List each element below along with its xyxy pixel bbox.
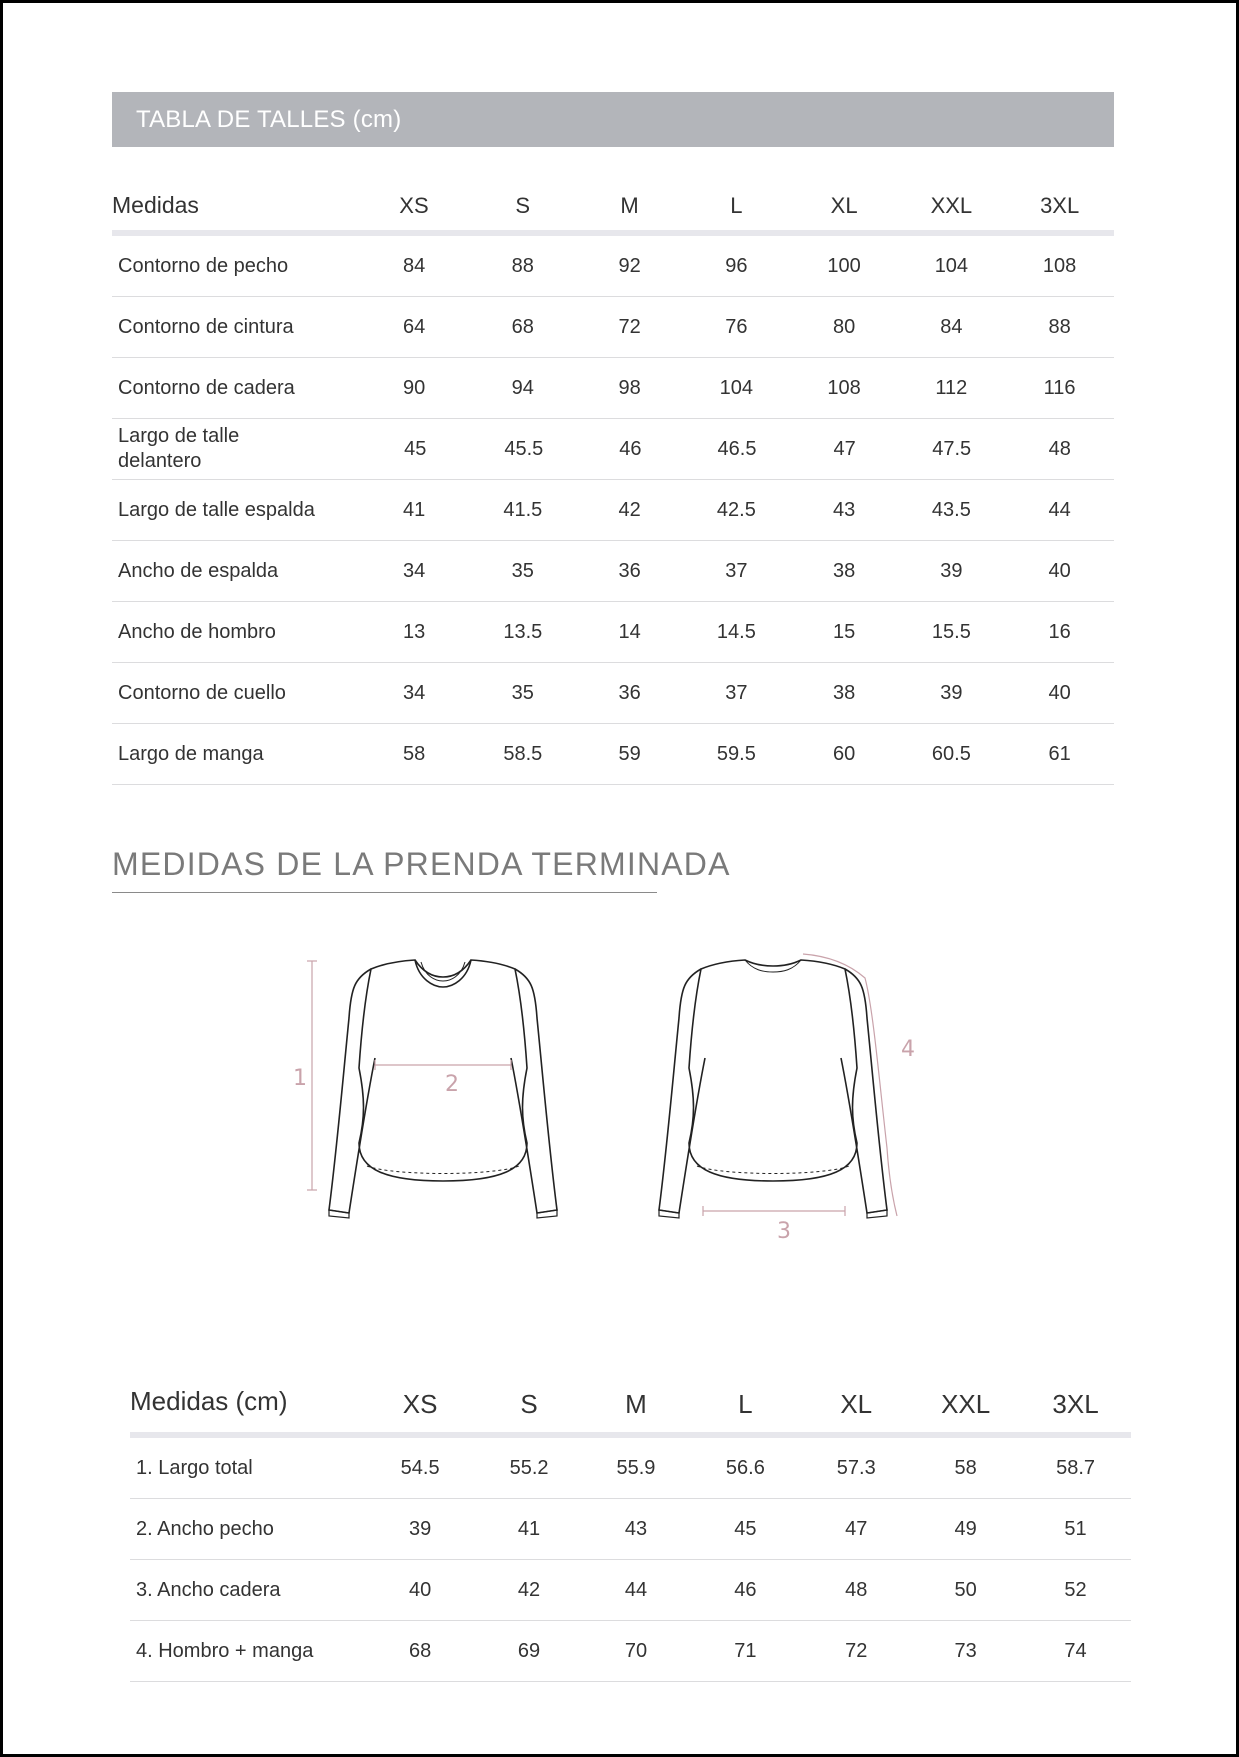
cell: 34 xyxy=(402,559,426,582)
cell: 40 xyxy=(409,1578,432,1601)
front-shirt-icon xyxy=(329,960,557,1218)
header-size-xl: XL xyxy=(830,193,858,218)
garment-drawing xyxy=(283,948,963,1248)
cell: 14 xyxy=(618,620,641,643)
header-size-l: L xyxy=(730,193,743,218)
cell: 49 xyxy=(954,1517,977,1540)
cell: 104 xyxy=(719,376,754,399)
row-label: Ancho de hombro xyxy=(118,620,276,643)
row-label: Largo de talle espalda xyxy=(118,498,315,521)
cell: 60.5 xyxy=(931,742,971,765)
cell: 72 xyxy=(845,1639,868,1662)
cell: 40 xyxy=(1048,681,1071,704)
cell: 46 xyxy=(734,1578,757,1601)
cell: 69 xyxy=(517,1639,541,1662)
table-row xyxy=(112,480,1114,541)
cell: 13 xyxy=(402,620,426,643)
cell: 35 xyxy=(511,559,534,582)
cell: 59.5 xyxy=(716,742,756,765)
cell: 44 xyxy=(624,1578,648,1601)
table-row xyxy=(112,236,1114,297)
cell: 58 xyxy=(954,1456,977,1479)
size-table xyxy=(112,183,1114,785)
cell: 116 xyxy=(1043,376,1076,399)
cell: 98 xyxy=(618,376,641,399)
cell: 47 xyxy=(845,1517,868,1540)
cell: 68 xyxy=(511,315,534,338)
size-table-title: TABLA DE TALLES (cm) xyxy=(112,92,1114,147)
cell: 104 xyxy=(934,254,969,277)
cell: 58 xyxy=(402,742,426,765)
measure-label-3: 3 xyxy=(777,1219,791,1244)
row-label: Largo de manga xyxy=(118,742,264,765)
cell: 58.5 xyxy=(503,742,543,765)
back-measure-lines xyxy=(703,954,897,1216)
table-row xyxy=(112,541,1114,602)
cell: 92 xyxy=(618,254,641,277)
cell: 52 xyxy=(1064,1578,1087,1601)
cell: 59 xyxy=(618,742,641,765)
cell: 54.5 xyxy=(400,1456,440,1479)
cell: 112 xyxy=(935,376,968,399)
cell: 41 xyxy=(402,498,426,521)
cell: 42.5 xyxy=(716,498,756,521)
cell: 47.5 xyxy=(932,437,972,460)
size-table-header xyxy=(112,183,1114,236)
header-label: Medidas (cm) xyxy=(130,1386,288,1416)
header-size-3xl: 3XL xyxy=(1040,193,1080,218)
cell: 43 xyxy=(832,498,856,521)
cell: 35 xyxy=(511,681,534,704)
cell: 42 xyxy=(618,498,641,521)
cell: 74 xyxy=(1064,1639,1087,1662)
cell: 60 xyxy=(832,742,856,765)
row-label: Contorno de cadera xyxy=(118,376,295,399)
cell: 57.3 xyxy=(836,1456,876,1479)
cell: 38 xyxy=(832,559,856,582)
cell: 41.5 xyxy=(503,498,543,521)
header-size-xs: XS xyxy=(402,1389,438,1419)
cell: 71 xyxy=(734,1639,757,1662)
header-size-s: S xyxy=(515,193,531,218)
cell: 55.9 xyxy=(616,1456,656,1479)
cell: 43 xyxy=(624,1517,648,1540)
cell: 108 xyxy=(1042,254,1077,277)
cell: 15.5 xyxy=(931,620,971,643)
measure-label-1: 1 xyxy=(293,1066,307,1091)
finished-garment-title: MEDIDAS DE LA PRENDA TERMINADA xyxy=(112,846,731,882)
measure-label-2: 2 xyxy=(445,1072,459,1097)
cell: 14.5 xyxy=(716,620,756,643)
cell: 39 xyxy=(409,1517,432,1540)
cell: 48 xyxy=(1048,437,1071,460)
cell: 88 xyxy=(1048,315,1071,338)
cell: 45.5 xyxy=(504,437,544,460)
table-row xyxy=(112,663,1114,724)
header-size-s: S xyxy=(520,1389,538,1419)
row-label: Contorno de cuello xyxy=(118,681,286,704)
row-label: Contorno de pecho xyxy=(118,254,289,277)
cell: 58.7 xyxy=(1056,1456,1096,1479)
cell: 38 xyxy=(832,681,856,704)
header-size-m: M xyxy=(625,1389,647,1419)
cell: 96 xyxy=(725,254,748,277)
cell: 34 xyxy=(402,681,426,704)
cell: 47 xyxy=(833,437,856,460)
finished-table xyxy=(130,1381,1131,1682)
cell: 37 xyxy=(725,559,748,582)
cell: 100 xyxy=(827,254,861,277)
cell: 46 xyxy=(619,437,642,460)
cell: 84 xyxy=(402,254,426,277)
row-label: 3. Ancho cadera xyxy=(136,1578,281,1601)
cell: 46.5 xyxy=(717,437,757,460)
cell: 45 xyxy=(404,437,427,460)
cell: 39 xyxy=(940,559,963,582)
row-label: 1. Largo total xyxy=(136,1456,253,1479)
finished-table-header xyxy=(130,1381,1131,1438)
header-size-3xl: 3XL xyxy=(1052,1389,1099,1419)
cell: 51 xyxy=(1064,1517,1087,1540)
header-size-xl: XL xyxy=(840,1389,873,1419)
cell: 36 xyxy=(618,681,641,704)
header-label: Medidas xyxy=(112,192,199,218)
cell: 50 xyxy=(954,1578,977,1601)
cell: 13.5 xyxy=(503,620,543,643)
row-label: 4. Hombro + manga xyxy=(136,1639,314,1662)
header-size-xxl: XXL xyxy=(941,1389,991,1419)
table-row xyxy=(112,724,1114,785)
table-row xyxy=(130,1560,1131,1621)
table-row xyxy=(112,419,1114,480)
cell: 41 xyxy=(517,1517,541,1540)
header-size-l: L xyxy=(738,1389,753,1419)
cell: 61 xyxy=(1048,742,1071,765)
table-row xyxy=(112,358,1114,419)
title-underline xyxy=(112,892,657,893)
cell: 73 xyxy=(954,1639,977,1662)
table-row xyxy=(112,297,1114,358)
cell: 72 xyxy=(618,315,641,338)
cell: 76 xyxy=(725,315,748,338)
cell: 68 xyxy=(409,1639,432,1662)
cell: 36 xyxy=(618,559,641,582)
cell: 45 xyxy=(734,1517,757,1540)
table-row xyxy=(112,602,1114,663)
cell: 40 xyxy=(1048,559,1071,582)
cell: 42 xyxy=(517,1578,541,1601)
cell: 56.6 xyxy=(725,1456,765,1479)
cell: 94 xyxy=(511,376,534,399)
header-size-xxl: XXL xyxy=(930,193,973,218)
row-label: Contorno de cintura xyxy=(118,315,294,338)
cell: 84 xyxy=(940,315,963,338)
cell: 108 xyxy=(827,376,861,399)
header-size-xs: XS xyxy=(399,193,429,218)
cell: 70 xyxy=(624,1639,648,1662)
measure-labels xyxy=(293,1037,915,1244)
cell: 37 xyxy=(725,681,748,704)
table-row xyxy=(130,1499,1131,1560)
measure-label-4: 4 xyxy=(901,1037,915,1062)
cell: 64 xyxy=(402,315,426,338)
cell: 88 xyxy=(511,254,534,277)
cell: 39 xyxy=(940,681,963,704)
cell: 16 xyxy=(1048,620,1071,643)
table-row xyxy=(130,1621,1131,1682)
cell: 43.5 xyxy=(931,498,971,521)
cell: 90 xyxy=(402,376,426,399)
cell: 15 xyxy=(832,620,856,643)
table-row xyxy=(130,1438,1131,1499)
cell: 55.2 xyxy=(509,1456,549,1479)
row-label: Largo de talle delantero xyxy=(118,425,240,472)
row-label: Ancho de espalda xyxy=(118,559,279,582)
front-measure-lines xyxy=(307,961,511,1190)
cell: 44 xyxy=(1048,498,1071,521)
header-size-m: M xyxy=(620,193,639,218)
back-shirt-icon xyxy=(659,960,887,1218)
cell: 48 xyxy=(845,1578,868,1601)
row-label: 2. Ancho pecho xyxy=(136,1517,274,1540)
cell: 80 xyxy=(832,315,856,338)
